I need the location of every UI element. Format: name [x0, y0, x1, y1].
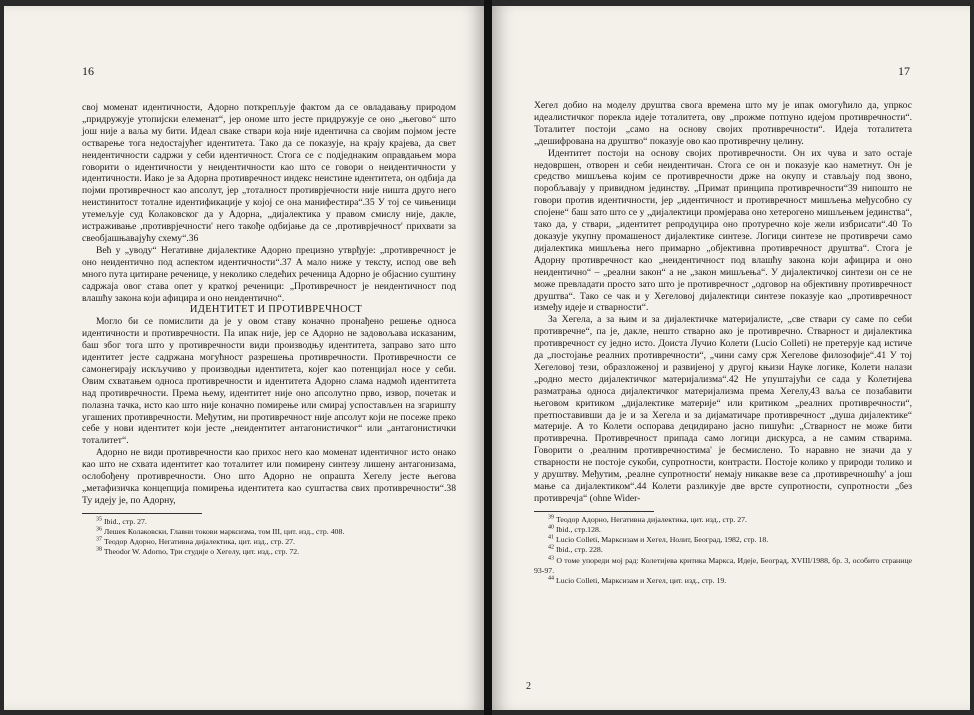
footnote: $^{38}$ Theodor W. Adorno, Три студије о Хегелу, цит. изд., стр. 72.: [96, 546, 300, 557]
footnote: $^{42}$ Ibid., стр. 228.: [548, 544, 603, 555]
book-gutter: [484, 0, 492, 715]
footnote-divider: [82, 513, 202, 514]
signature-mark: 2: [526, 681, 531, 692]
footnote: $^{43}$ О томе упореди мој рад: Колетијева критика Маркса, Идеје, Београд, XVIII/1988, бр. 3, особито странице 93-97.: [534, 555, 913, 575]
page-number: 16: [82, 64, 94, 78]
paragraph: свој моменат идентичности, Адорно поткрепљује фактом да се овладавању природом „придружује утопијски елеменат“, јер ономе што јесте придружује се оно „његово“ што још није а ваља му бити. Идеал сваке ствари која није идентична са својим појмом јесте остварење тога недостајућег идентитета. Тако да се показује, на крају крајева, да свет неидентичности садржи у себи идентичност. Стога се с подједнаким оправдањем мора говорити о идентичности у неидентичности као што се говори о неидентичности у идентичности. Иако је за Адорна противречност индекс неистине идентитета, он одбија да појми противречност као апсолут, јер „тоталност противрјечности није ништа друго него неистинитост тоталне идентификације у којој се она манифестира“.35 У тој се чињеници утемељује суд Колаковског да у Адорна, „дијалектика у правом смислу није, дакле, истраживање ,противрјечности' него такође одбијање да се ,противрјечност' прихвати за свеобјашњавајућу схему“.36: [82, 102, 456, 244]
footnote: $^{39}$ Теодор Адорно, Негативна дијалектика, цит. изд., стр. 27.: [548, 514, 747, 524]
paragraph: Хегел добио на моделу друштва свога времена што му је ипак омогућило да, упркос идеалистичког порекла идеје тоталитета, ову „прожме потпуно идејом противречности“. Тоталитет постоји „само на основу својих противречности“. Идеја тоталитета „дешифрована на друштво“ показује ово као противречну целину.: [534, 100, 912, 147]
paragraph: Већ у „уводу“ Негативне дијалектике Адорно прецизно утврђује: „противречност је оно неидентично под аспектом идентичности“.37 А мало ниже у тексту, испод ове већ много пута цитиране реченице, у неколико следећих реченица Адорно је објаснио суштину садржаја овог става опет у краткој реченици: „Противречност је неидентичност под влашћу закона који афицира и оно неидентично“.: [82, 244, 456, 304]
page-number: 17: [898, 64, 910, 78]
paragraph: Идентитет постоји на основу својих противречности. Он их чува и зато остаје недовршен, отворен и себи неидентичан. Стога се он и показује као наметнут. Он је средство мишљења којим се противречности држе на окупу и стављају под звоно, поробљавају у привидном јединству. „Примат принципа противречности“39 нипошто не говори против идентичности, јер „идентичност и противречност мишљења међусобно су спојене“ баш зато што се у „дијалектици промјерава оно хетерогено мишљењем јединства“, тако да, у ствари, „идентитет репродуцира оно протуречно које жели избрисати“.40 То доказује укупну промашеност дијалектике синтезе. Логици синтезе не противречи само дијалектика мишљења него примарно „објективна противречност друштва“. Стога је Адорну противречност као „неидентичност под влашћу закона који афицира и оно неидентично“ – „реални закон“ а не „закон мишљења“. У дијалектичкој синтези он се не може превладати просто зато што је противречност „одговор на објективну противречност друштва“. Тако се чак и у Хегеловој дијалектици синтезе показује као „противречност између идеје и стварности“.: [534, 147, 912, 314]
right-body: [534, 100, 912, 586]
paragraph: За Хегела, а за њим и за дијалектичке материјалисте, „све ствари су саме по себи противречне“, па је, дакле, нешто стварно ако је противречно. Стварност и дијалектика противречност су једно исто. Доиста Лучио Колети (Lucio Colleti) не претерује кад истиче да „постојање реалних противречности“, „чини саму срж Хегелове филозофије“.41 У тој Хегеловој тези, образложеној и развијеној у другој књизи Науке логике, Колети налази „родно место дијалектичког материјализма“.42 Не упуштајући се сада у Колетијева разматрања односа дијалектичког материјализма према Хегелу,43 ваља се позабавити његовом критиком „дијалектике материје“ или критиком „реалних противречности“, претпоставивши да је и за Хегела и за дијаматичаре противречност „душа дијалектике“ материје. А то Колети оспорава децидирано јасно пишући: „Стварност не може бити противречна. Противречност припада само логици дискурса, а не самим стварима. Говорити о ,реалним противречностима' је бесмислено. То наравно не значи да у стварности не постоје сукоби, супротности, контрасти. Постоје колико у природи толико и у друштву. Међутим, ,реалне супротности' немају никакве везе са ,противречношћу' а још мање са дијалектиком“.44 Колети разликује две врсте супротности, супротности „без противречја“ (ohne Wider-: [534, 314, 912, 504]
footnote: $^{44}$ Lucio Colleti, Марксизам и Хегел, цит. изд., стр. 19.: [548, 575, 727, 586]
right-page: [492, 6, 970, 710]
section-heading: ИДЕНТИТЕТ И ПРОТИВРЕЧНОСТ: [189, 304, 363, 316]
footnote: $^{35}$ Ibid., стр. 27.: [96, 516, 147, 526]
paragraph: Адорно не види противречности као прихос него као моменат идентичног исто онако као што не схвата идентитет као тоталитет или помирену синтезу лишену антагонизама, ослобођену противречности. Оно што Адорно не опрашта Хегелу јесте његова „метафизичка концепција помирења идентитета као суштаства свих противречности“.38 Ту идеју је, по Адорну,: [82, 447, 456, 506]
footnote: $^{37}$ Теодор Адорно, Негативна дијалектика, цит. изд., стр. 27.: [96, 536, 295, 547]
left-body: [82, 102, 456, 558]
footnote: $^{36}$ Лешек Колаковски, Главни токови марксизма, том III, цит. изд., стр. 408.: [96, 526, 345, 537]
footnote: $^{41}$ Lucio Colleti, Марксизам и Хегел, Нолит, Београд, 1982, стр. 18.: [548, 534, 769, 545]
footnote-divider: [534, 511, 654, 512]
left-page: [4, 6, 484, 710]
footnote: $^{40}$ Ibid., стр.128.: [548, 524, 601, 535]
paragraph: Могло би се помислити да је у овом ставу коначно пронађено решење односа идентичности и противречности. Па ипак није, јер се Адорно не задовољава исказаним, баш због тога што у противречности види производњу идентитета, заправо зато што идентитет јесте садржана могућност разрешења противречности. Противречности се самонегирају искључиво у производњи идентитета, којег као потенцијал носе у себи. Овим схватањем односа противречности и идентитета Адорно слама надмоћ идентитета над противречности. Према њему, идентитет није оно апсолутно прво, извор, почетак и полазна тачка, исто као што није коначно помирење или смирај успостављен на згаришту угашених противречности. Међутим, ни противречност није апсолут који не посеже преко себе у нови идентитет који јесте „неидентитет антагонистичког“ или „антагонистички тоталитет“.: [82, 316, 456, 447]
